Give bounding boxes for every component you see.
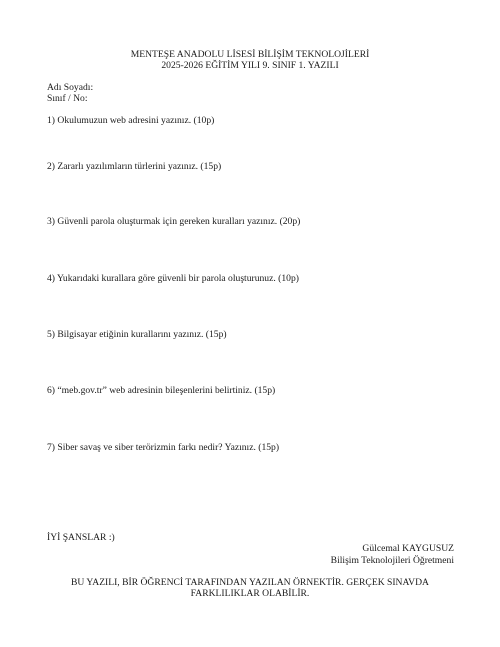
student-name-label: Adı Soyadı: <box>47 82 94 93</box>
student-class-label: Sınıf / No: <box>47 93 88 104</box>
exam-title: 2025-2026 EĞİTİM YILI 9. SINIF 1. YAZILI <box>161 60 339 71</box>
question-1: 1) Okulumuzun web adresini yazınız. (10p) <box>47 115 215 126</box>
question-2: 2) Zararlı yazılımların türlerini yazınız. (15p) <box>47 161 222 172</box>
question-3: 3) Güvenli parola oluşturmak için gereken kuralları yazınız. (20p) <box>47 216 301 227</box>
good-luck-text: İYİ ŞANSLAR :) <box>47 532 115 543</box>
question-6: 6) “meb.gov.tr” web adresinin bileşenlerini belirtiniz. (15p) <box>47 385 276 396</box>
disclaimer-line-2: FARKLILIKLAR OLABİLİR. <box>190 588 310 599</box>
question-7: 7) Siber savaş ve siber terörizmin farkı nedir? Yazınız. (15p) <box>47 442 280 453</box>
disclaimer-line-1: BU YAZILI, BİR ÖĞRENCİ TARAFINDAN YAZILAN ÖRNEKTİR. GERÇEK SINAVDA <box>71 577 429 588</box>
question-4: 4) Yukarıdaki kurallara göre güvenli bir parola oluşturunuz. (10p) <box>47 273 299 284</box>
teacher-name: Gülcemal KAYGUSUZ <box>362 543 454 554</box>
question-5: 5) Bilgisayar etiğinin kurallarını yazınız. (15p) <box>47 329 227 340</box>
school-title: MENTEŞE ANADOLU LİSESİ BİLİŞİM TEKNOLOJİLERİ <box>130 49 370 60</box>
teacher-title: Bilişim Teknolojileri Öğretmeni <box>330 555 454 566</box>
